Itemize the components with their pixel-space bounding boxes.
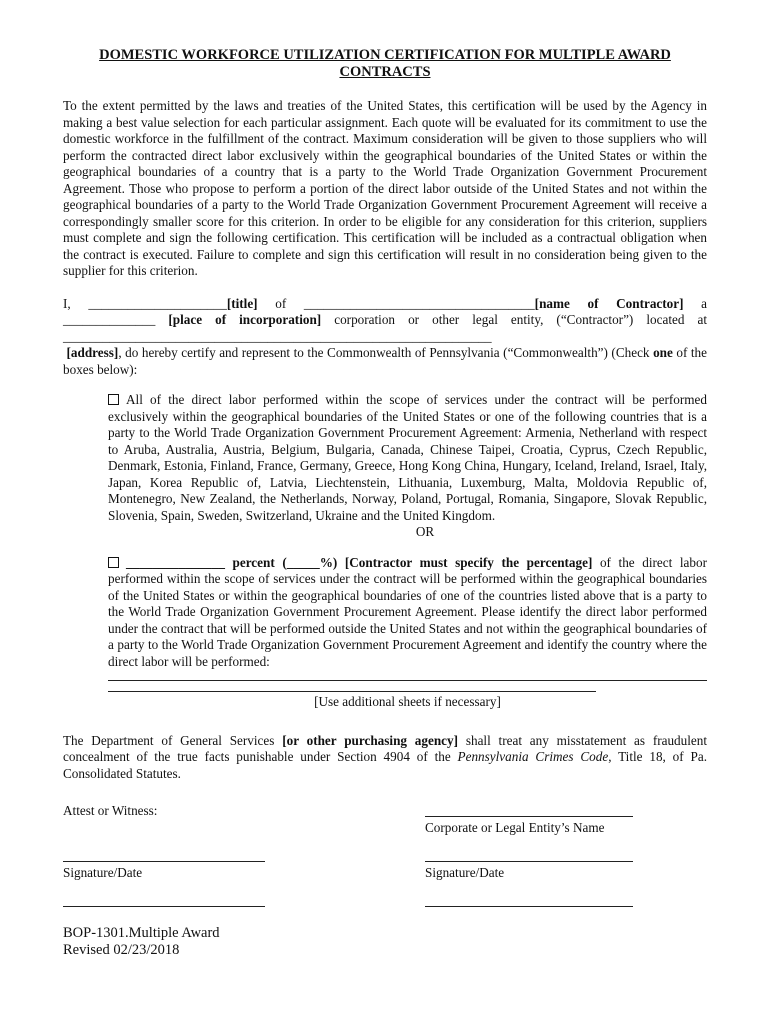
crimes-code: Pennsylvania Crimes Code [457, 749, 609, 764]
percent-lead[interactable]: _______________ percent (_____%) [Contractor must specify the percentage] [126, 554, 593, 570]
incorporation-label: [place of incorporation] [168, 312, 322, 327]
option-1-text: All of the direct labor performed within the scope of services under the contract will be performed exclusively within the geographical boundaries of the United States or one of the following countries that is a party to the World Trade Organization Government Procurement Agreement: Armenia, Netherland with respect to Aruba, Australia, Austria, Belgium, Bulgaria, Canada, Chinese Taipei, Croatia, Cyprus, Czech Republic, Denmark, Estonia, Finland, France, Germany, Greece, Hong Kong China, Hungary, Iceland, Ireland, Israel, Italy, Japan, Korea Republic of, Latvia, Liechtenstein, Lithuania, Luxemburg, Malta, Moldovia Republic of, Montenegro, New Zealand, the Netherlands, Norway, Poland, Portugal, Romania, Singapore, Slovak Republic, Slovenia, Spain, Sweden, Switzerland, Ukraine and the United Kingdom. [108, 392, 707, 523]
form-footer [63, 925, 220, 959]
document-title: DOMESTIC WORKFORCE UTILIZATION CERTIFICATION FOR MULTIPLE AWARD CONTRACTS [99, 47, 671, 80]
option-2-checkbox[interactable] [108, 557, 119, 568]
labor-description-line-1[interactable] [108, 670, 707, 681]
cert-a: a [701, 295, 708, 311]
labor-description-line-2[interactable] [108, 681, 596, 692]
incorporation-blank[interactable]: ______________ [63, 312, 156, 327]
address-label: [address] [66, 345, 119, 360]
certification-statement-line2 [63, 312, 707, 329]
legal-entity-text: corporation or other legal entity, (“Contractor”) located at [334, 312, 707, 327]
entity-name-line[interactable] [425, 816, 633, 817]
cert-i: I, [63, 295, 71, 311]
intro-paragraph: To the extent permitted by the laws and treaties of the United States, this certification will be used by the Agency in making a best value selection for each particular assignment. Each quote will be evaluated for its commitment to use the domestic workforce in the fulfillment of the contract. Maximum consideration will be given to those suppliers who will perform the contracted direct labor exclusively within the geographical boundaries of the United States or within the geographical boundaries of a country that is a party to the World Trade Organization Government Procurement Agreement. Those who propose to perform a portion of the direct labor outside of the United States and not within the geographical boundaries of a party to the World Trade Organization Government Procurement Agreement will receive a correspondingly smaller score for this criterion. In order to be eligible for any consideration for this criterion, suppliers must complete and sign the following certification. This certification will be included as a contractual obligation when the contract is executed. Failure to complete and sign this certification will result in no consideration being given to the supplier for this criterion. [63, 98, 707, 278]
title-blank[interactable]: _____________________ [88, 295, 227, 311]
attest-label: Attest or Witness: [63, 803, 158, 818]
option-1-checkbox[interactable] [108, 394, 119, 405]
dgs-statement [63, 733, 707, 783]
title-label: [title] [226, 295, 258, 311]
entity-extra-line[interactable] [425, 906, 633, 907]
address-blank[interactable]: _________________________________________________________________ [63, 328, 492, 344]
witness-extra-line[interactable] [63, 906, 265, 907]
certification-statement [63, 296, 707, 313]
option-percent [108, 555, 707, 671]
boxes-below-text: of the boxes below): [63, 345, 707, 377]
witness-signature-line[interactable] [63, 861, 265, 862]
certify-represent-text: , do hereby certify and represent to the Commonwealth of Pennsylvania (“Commonwealth”) (Check [118, 345, 650, 360]
revision-date: Revised 02/23/2018 [63, 942, 180, 958]
contractor-name-blank[interactable]: ___________________________________ [303, 295, 535, 311]
check-one-label: one [653, 345, 673, 360]
option-all-domestic [108, 392, 707, 524]
entity-signature-date-label: Signature/Date [425, 865, 505, 880]
or-separator: OR [415, 524, 435, 539]
agency-label: [or other purchasing agency] [282, 732, 459, 748]
contractor-name-label: [name of Contractor] [534, 295, 684, 311]
form-id: BOP-1301.Multiple Award [63, 925, 220, 941]
witness-signature-date-label: Signature/Date [63, 865, 143, 880]
entity-signature-line[interactable] [425, 861, 633, 862]
dgs-mid: shall treat any misstatement as fraudulent concealment of the true facts punishable under Section 4904 of the [63, 732, 708, 764]
certify-text [63, 345, 707, 378]
cert-of: of [275, 295, 287, 311]
additional-sheets-note: [Use additional sheets if necessary] [314, 694, 501, 709]
entity-name-label: Corporate or Legal Entity’s Name [425, 820, 605, 835]
dgs-lead: The Department of General Services [63, 732, 275, 748]
dgs-tail: , Title 18, of Pa. Consolidated Statutes. [63, 749, 707, 781]
option-2-text: of the direct labor performed within the scope of services under the contract will be performed within the geographical boundaries of the United States or within the geographical boundaries of one of the countries listed above that is a party to the World Trade Organization Government Procurement Agreement. Please identify the direct labor performed under the contract that will be performed outside the United States and not within the geographical boundaries of a party to the World Trade Organization Government Procurement Agreement and identify the country where the direct labor will be performed: [108, 554, 707, 669]
